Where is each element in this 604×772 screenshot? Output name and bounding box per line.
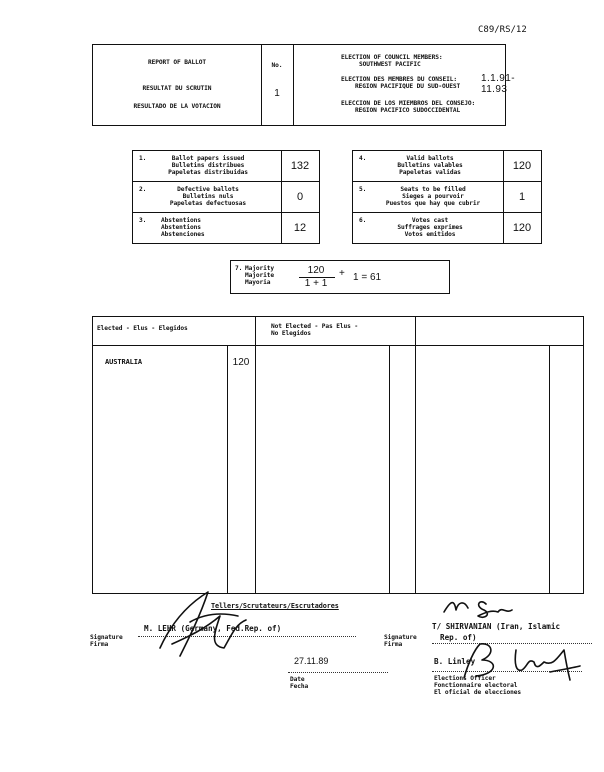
stat-value-ballots-issued: 132	[290, 160, 310, 172]
stats-right-box	[352, 150, 542, 244]
election-title-en: ELECTION OF COUNCIL MEMBERS:	[341, 54, 443, 61]
teller-left-name: M. LEHR (Germany, Fed.Rep. of)	[144, 624, 282, 633]
officer-title-en: Elections Officer	[434, 675, 496, 682]
officer-title-fr: Fonctionnaire electoral	[434, 682, 518, 689]
table-row	[93, 357, 255, 371]
stat-label-es: Votos emitidos	[404, 231, 456, 238]
stat-row-ballots-issued	[133, 151, 281, 181]
stat-label	[147, 155, 269, 176]
stat-row-abstentions	[133, 213, 281, 243]
stat-number: 5.	[359, 186, 367, 193]
majority-label	[245, 265, 274, 286]
stat-label-fr: Abstentions	[161, 224, 201, 231]
signature-label-es: Firma	[384, 641, 403, 648]
term-of-office: 1.1.91-11.93	[481, 73, 515, 95]
stat-row-votes-cast	[353, 213, 503, 243]
stat-number: 4.	[359, 155, 367, 162]
stat-value-defective: 0	[296, 191, 304, 203]
election-title-es: ELECCION DE LOS MIEMBROS DEL CONSEJO:	[341, 100, 476, 107]
stat-number: 3.	[139, 217, 147, 224]
not-elected-header	[271, 323, 358, 337]
signature-label-en: Signature	[90, 634, 123, 641]
date-label	[290, 676, 308, 690]
officer-name: B. Linley	[434, 657, 476, 666]
election-region-en: SOUTHWEST PACIFIC	[359, 61, 421, 68]
stat-label-es: Papeletas validas	[399, 169, 461, 176]
stat-label-en: Votes cast	[411, 217, 449, 224]
teller-right-signature	[440, 592, 530, 622]
election-title-fr: ELECTION DES MEMBRES DU CONSEIL:	[341, 76, 458, 83]
stat-label-es: Puestos que hay que cubrir	[385, 200, 481, 207]
signature-label-en: Signature	[384, 634, 417, 641]
stat-value-votes-cast: 120	[512, 222, 532, 234]
majority-numerator: 120	[307, 265, 325, 276]
stat-label-es: Papeletas distribuidas	[168, 169, 248, 176]
majority-denominator: 1 + 1	[304, 278, 328, 289]
stat-value-seats: 1	[518, 191, 526, 203]
teller-left-signature	[150, 586, 260, 666]
election-region-es: REGION PACIFICO SUDOCCIDENTAL	[355, 107, 461, 114]
stat-value-valid-ballots: 120	[512, 160, 532, 172]
majority-label-en: Majority	[245, 265, 275, 272]
teller-right-signature-label	[384, 634, 417, 648]
stat-label-en: Abstentions	[161, 217, 201, 224]
tellers-heading: Tellers/Scrutateurs/Escrutadores	[211, 602, 339, 610]
stat-label-en: Seats to be filled	[400, 186, 466, 193]
majority-number: 7.	[235, 265, 243, 272]
stat-label	[161, 217, 271, 238]
stat-label-fr: Sieges a pourvoir	[402, 193, 464, 200]
majority-plus: +	[339, 268, 345, 279]
report-title-es: RESULTADO DE LA VOTACION	[133, 103, 221, 110]
stat-row-valid-ballots	[353, 151, 503, 181]
stat-label-fr: Bulletins distribues	[171, 162, 245, 169]
date-line	[288, 672, 388, 673]
stat-row-defective	[133, 182, 281, 212]
document-reference: C89/RS/12	[478, 25, 527, 35]
date-label-es: Fecha	[290, 683, 309, 690]
stat-label-fr: Bulletins nuls	[182, 193, 234, 200]
ballot-no-value: 1	[274, 88, 280, 99]
stat-label-es: Abstenciones	[161, 231, 205, 238]
elected-header: Elected - Elus - Elegidos	[97, 325, 188, 332]
header-box	[92, 44, 515, 126]
stat-label-fr: Bulletins valables	[397, 162, 463, 169]
not-elected-header-line1: Not Elected - Pas Elus -	[271, 323, 359, 330]
teller-right-name-line1: T/ SHIRVANIAN (Iran, Islamic	[432, 622, 561, 631]
stats-left-box	[132, 150, 320, 244]
stat-value-abstentions: 12	[293, 222, 307, 234]
stat-label	[367, 186, 499, 207]
ballot-no-label: No.	[271, 62, 283, 69]
stat-label-en: Ballot papers issued	[171, 155, 245, 162]
majority-result: 1 = 61	[353, 272, 382, 283]
majority-box	[230, 260, 450, 294]
stat-label-en: Defective ballots	[177, 186, 239, 193]
stat-label-es: Papeletas defectuosas	[169, 200, 247, 207]
stat-number: 6.	[359, 217, 367, 224]
not-elected-header-line2: No Elegidos	[271, 330, 311, 337]
stat-number: 2.	[139, 186, 147, 193]
signature-label-es: Firma	[90, 641, 109, 648]
officer-signature	[456, 636, 586, 686]
teller-left-signature-label	[90, 634, 123, 648]
results-table	[92, 316, 584, 594]
majority-label-fr: Majorite	[245, 272, 275, 279]
elected-member-votes: 120	[232, 357, 250, 368]
elected-member-name: AUSTRALIA	[105, 358, 143, 366]
report-title-fr: RESULTAT DU SCRUTIN	[142, 85, 212, 92]
majority-label-es: Mayoria	[245, 279, 271, 286]
stat-label-fr: Suffrages exprimes	[397, 224, 463, 231]
stat-label	[367, 155, 493, 176]
stat-row-seats	[353, 182, 503, 212]
stat-number: 1.	[139, 155, 147, 162]
date-value: 27.11.89	[294, 656, 329, 666]
officer-title-es: El oficial de elecciones	[434, 689, 522, 696]
stat-label-en: Valid ballots	[406, 155, 454, 162]
stat-label	[147, 186, 269, 207]
teller-right-name-line2: Rep. of)	[440, 633, 477, 642]
election-region-fr: REGION PACIFIQUE DU SUD-OUEST	[355, 83, 461, 90]
date-label-en: Date	[290, 676, 305, 683]
stat-label	[367, 217, 493, 238]
report-title-en: REPORT OF BALLOT	[147, 59, 206, 66]
